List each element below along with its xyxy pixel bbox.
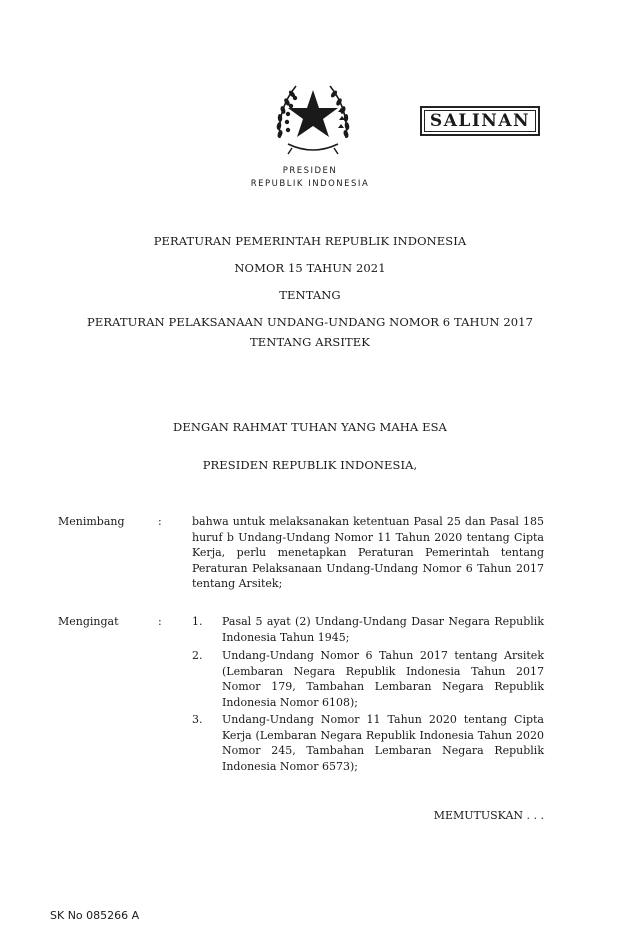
title-subject: PERATURAN PELAKSANAAN UNDANG-UNDANG NOMOR 6 TAHUN 2017 [87, 315, 533, 329]
mengingat-label: Mengingat [58, 615, 119, 628]
title-line-1: PERATURAN PEMERINTAH REPUBLIK INDONESIA [153, 234, 467, 248]
salinan-stamp [420, 106, 540, 136]
title-number: NOMOR 15 TAHUN 2021 [234, 261, 386, 275]
mengingat-item-3-number: 3. [192, 713, 203, 726]
menimbang-label: Menimbang [58, 515, 125, 528]
mengingat-colon: : [158, 615, 162, 628]
opening-line-1: DENGAN RAHMAT TUHAN YANG MAHA ESA [173, 420, 447, 434]
title-subject-2: TENTANG ARSITEK [250, 335, 370, 349]
menimbang-text: bahwa untuk melaksanakan ketentuan Pasal 25 dan Pasal 185 huruf b Undang-Undang Nomor 11 Tahun 2020 tentang Cipta Kerja, perlu menetapkan Peraturan Pemerintah tentang Peraturan Pelaksanaan Undang-Undang Nomor 6 Tahun 2017 tentang Arsitek; [192, 515, 544, 590]
mengingat-item-2-number: 2. [192, 649, 203, 662]
salinan-stamp-text: SALINAN [424, 110, 536, 132]
mengingat-item-3-text: Undang-Undang Nomor 11 Tahun 2020 tentang Cipta Kerja (Lembaran Negara Republik Indonesia Tahun 2020 Nomor 245, Tambahan Lembaran Negara Republik Indonesia Nomor 6573); [222, 713, 544, 773]
footer-serial: SK No 085266 A [50, 909, 140, 922]
menimbang-colon: : [158, 515, 162, 528]
title-tentang: TENTANG [279, 288, 341, 302]
opening-line-2: PRESIDEN REPUBLIK INDONESIA, [202, 458, 418, 472]
mengingat-item-1-number: 1. [192, 615, 203, 628]
president-line-1: PRESIDEN [282, 166, 338, 176]
mengingat-item-2-text: Undang-Undang Nomor 6 Tahun 2017 tentang Arsitek (Lembaran Negara Republik Indonesia Tahun 2017 Nomor 179, Tambahan Lembaran Negara Republik Indonesia Nomor 6108); [222, 649, 544, 709]
continuation-text: MEMUTUSKAN . . . [433, 809, 544, 822]
garuda-emblem-icon [268, 68, 358, 160]
president-line-2: REPUBLIK INDONESIA [250, 179, 370, 189]
mengingat-item-1-text: Pasal 5 ayat (2) Undang-Undang Dasar Negara Republik Indonesia Tahun 1945; [222, 615, 544, 644]
